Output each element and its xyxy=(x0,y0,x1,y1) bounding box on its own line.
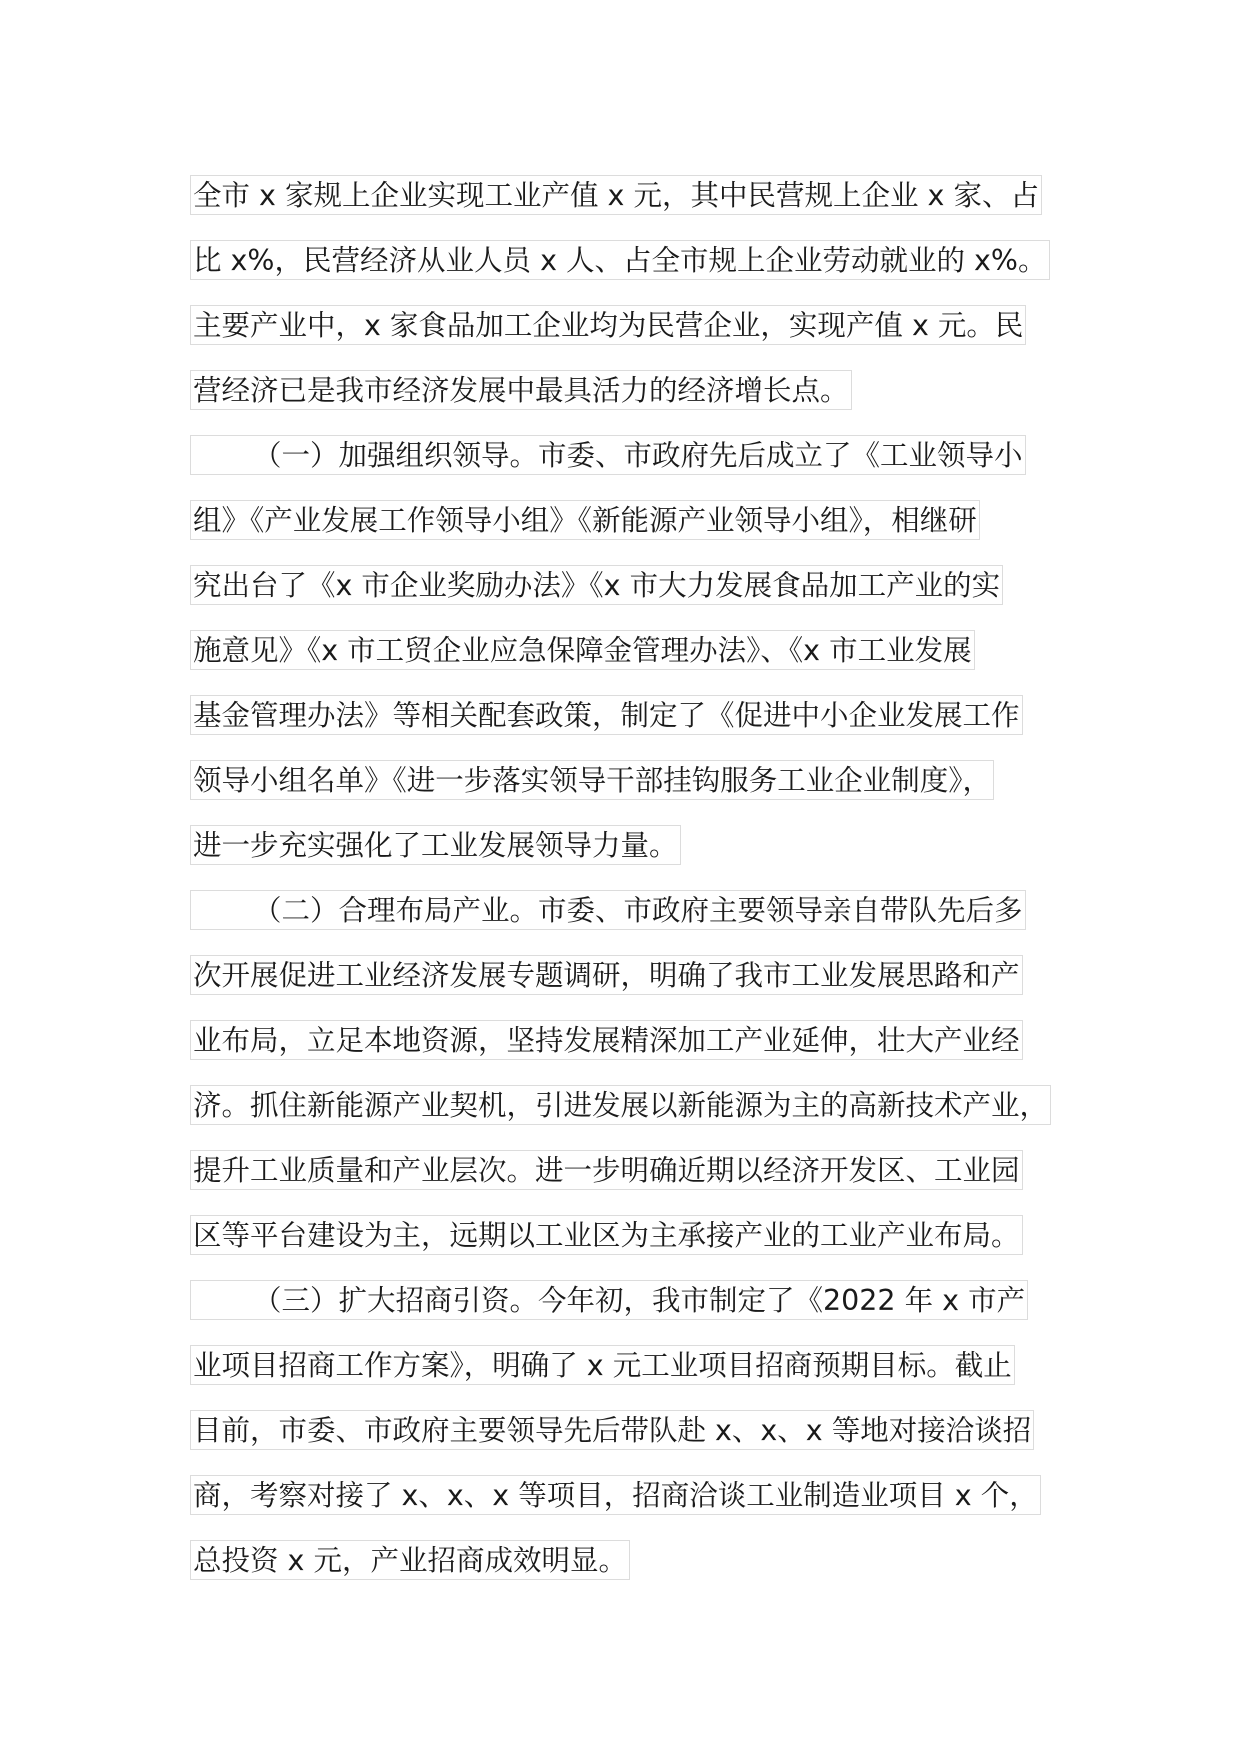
text-line: 商，考察对接了 x、x、x 等项目，招商洽谈工业制造业项目 x 个， xyxy=(190,1475,1041,1515)
text-line: （一）加强组织领导。市委、市政府先后成立了《工业领导小 xyxy=(190,435,1026,475)
text-line: 目前，市委、市政府主要领导先后带队赴 x、x、x 等地对接洽谈招 xyxy=(190,1410,1034,1450)
text-line: 基金管理办法》等相关配套政策，制定了《促进中小企业发展工作 xyxy=(190,695,1023,735)
text-line: （二）合理布局产业。市委、市政府主要领导亲自带队先后多 xyxy=(190,890,1026,930)
text-line: 组》《产业发展工作领导小组》《新能源产业领导小组》，相继研 xyxy=(190,500,980,540)
text-line: 区等平台建设为主，远期以工业区为主承接产业的工业产业布局。 xyxy=(190,1215,1023,1255)
document-body xyxy=(190,175,1070,1605)
paragraph-2 xyxy=(190,435,1070,865)
text-line: （三）扩大招商引资。今年初，我市制定了《2022 年 x 市产 xyxy=(190,1280,1028,1320)
text-line: 业项目招商工作方案》，明确了 x 元工业项目招商预期目标。截止 xyxy=(190,1345,1015,1385)
paragraph-3 xyxy=(190,890,1070,1255)
text-line: 营经济已是我市经济发展中最具活力的经济增长点。 xyxy=(190,370,852,410)
text-line: 总投资 x 元，产业招商成效明显。 xyxy=(190,1540,630,1580)
text-line: 次开展促进工业经济发展专题调研，明确了我市工业发展思路和产 xyxy=(190,955,1023,995)
text-line: 济。抓住新能源产业契机，引进发展以新能源为主的高新技术产业， xyxy=(190,1085,1051,1125)
text-line: 领导小组名单》《进一步落实领导干部挂钩服务工业企业制度》， xyxy=(190,760,994,800)
text-line: 进一步充实强化了工业发展领导力量。 xyxy=(190,825,681,865)
text-line: 全市 x 家规上企业实现工业产值 x 元，其中民营规上企业 x 家、占 xyxy=(190,175,1042,215)
text-line: 比 x%，民营经济从业人员 x 人、占全市规上企业劳动就业的 x%。 xyxy=(190,240,1050,280)
text-line: 主要产业中，x 家食品加工企业均为民营企业，实现产值 x 元。民 xyxy=(190,305,1026,345)
paragraph-4 xyxy=(190,1280,1070,1580)
paragraph-1 xyxy=(190,175,1070,410)
text-line: 业布局，立足本地资源，坚持发展精深加工产业延伸，壮大产业经 xyxy=(190,1020,1023,1060)
text-line: 施意见》《x 市工贸企业应急保障金管理办法》、《x 市工业发展 xyxy=(190,630,975,670)
text-line: 究出台了《x 市企业奖励办法》《x 市大力发展食品加工产业的实 xyxy=(190,565,1003,605)
text-line: 提升工业质量和产业层次。进一步明确近期以经济开发区、工业园 xyxy=(190,1150,1023,1190)
